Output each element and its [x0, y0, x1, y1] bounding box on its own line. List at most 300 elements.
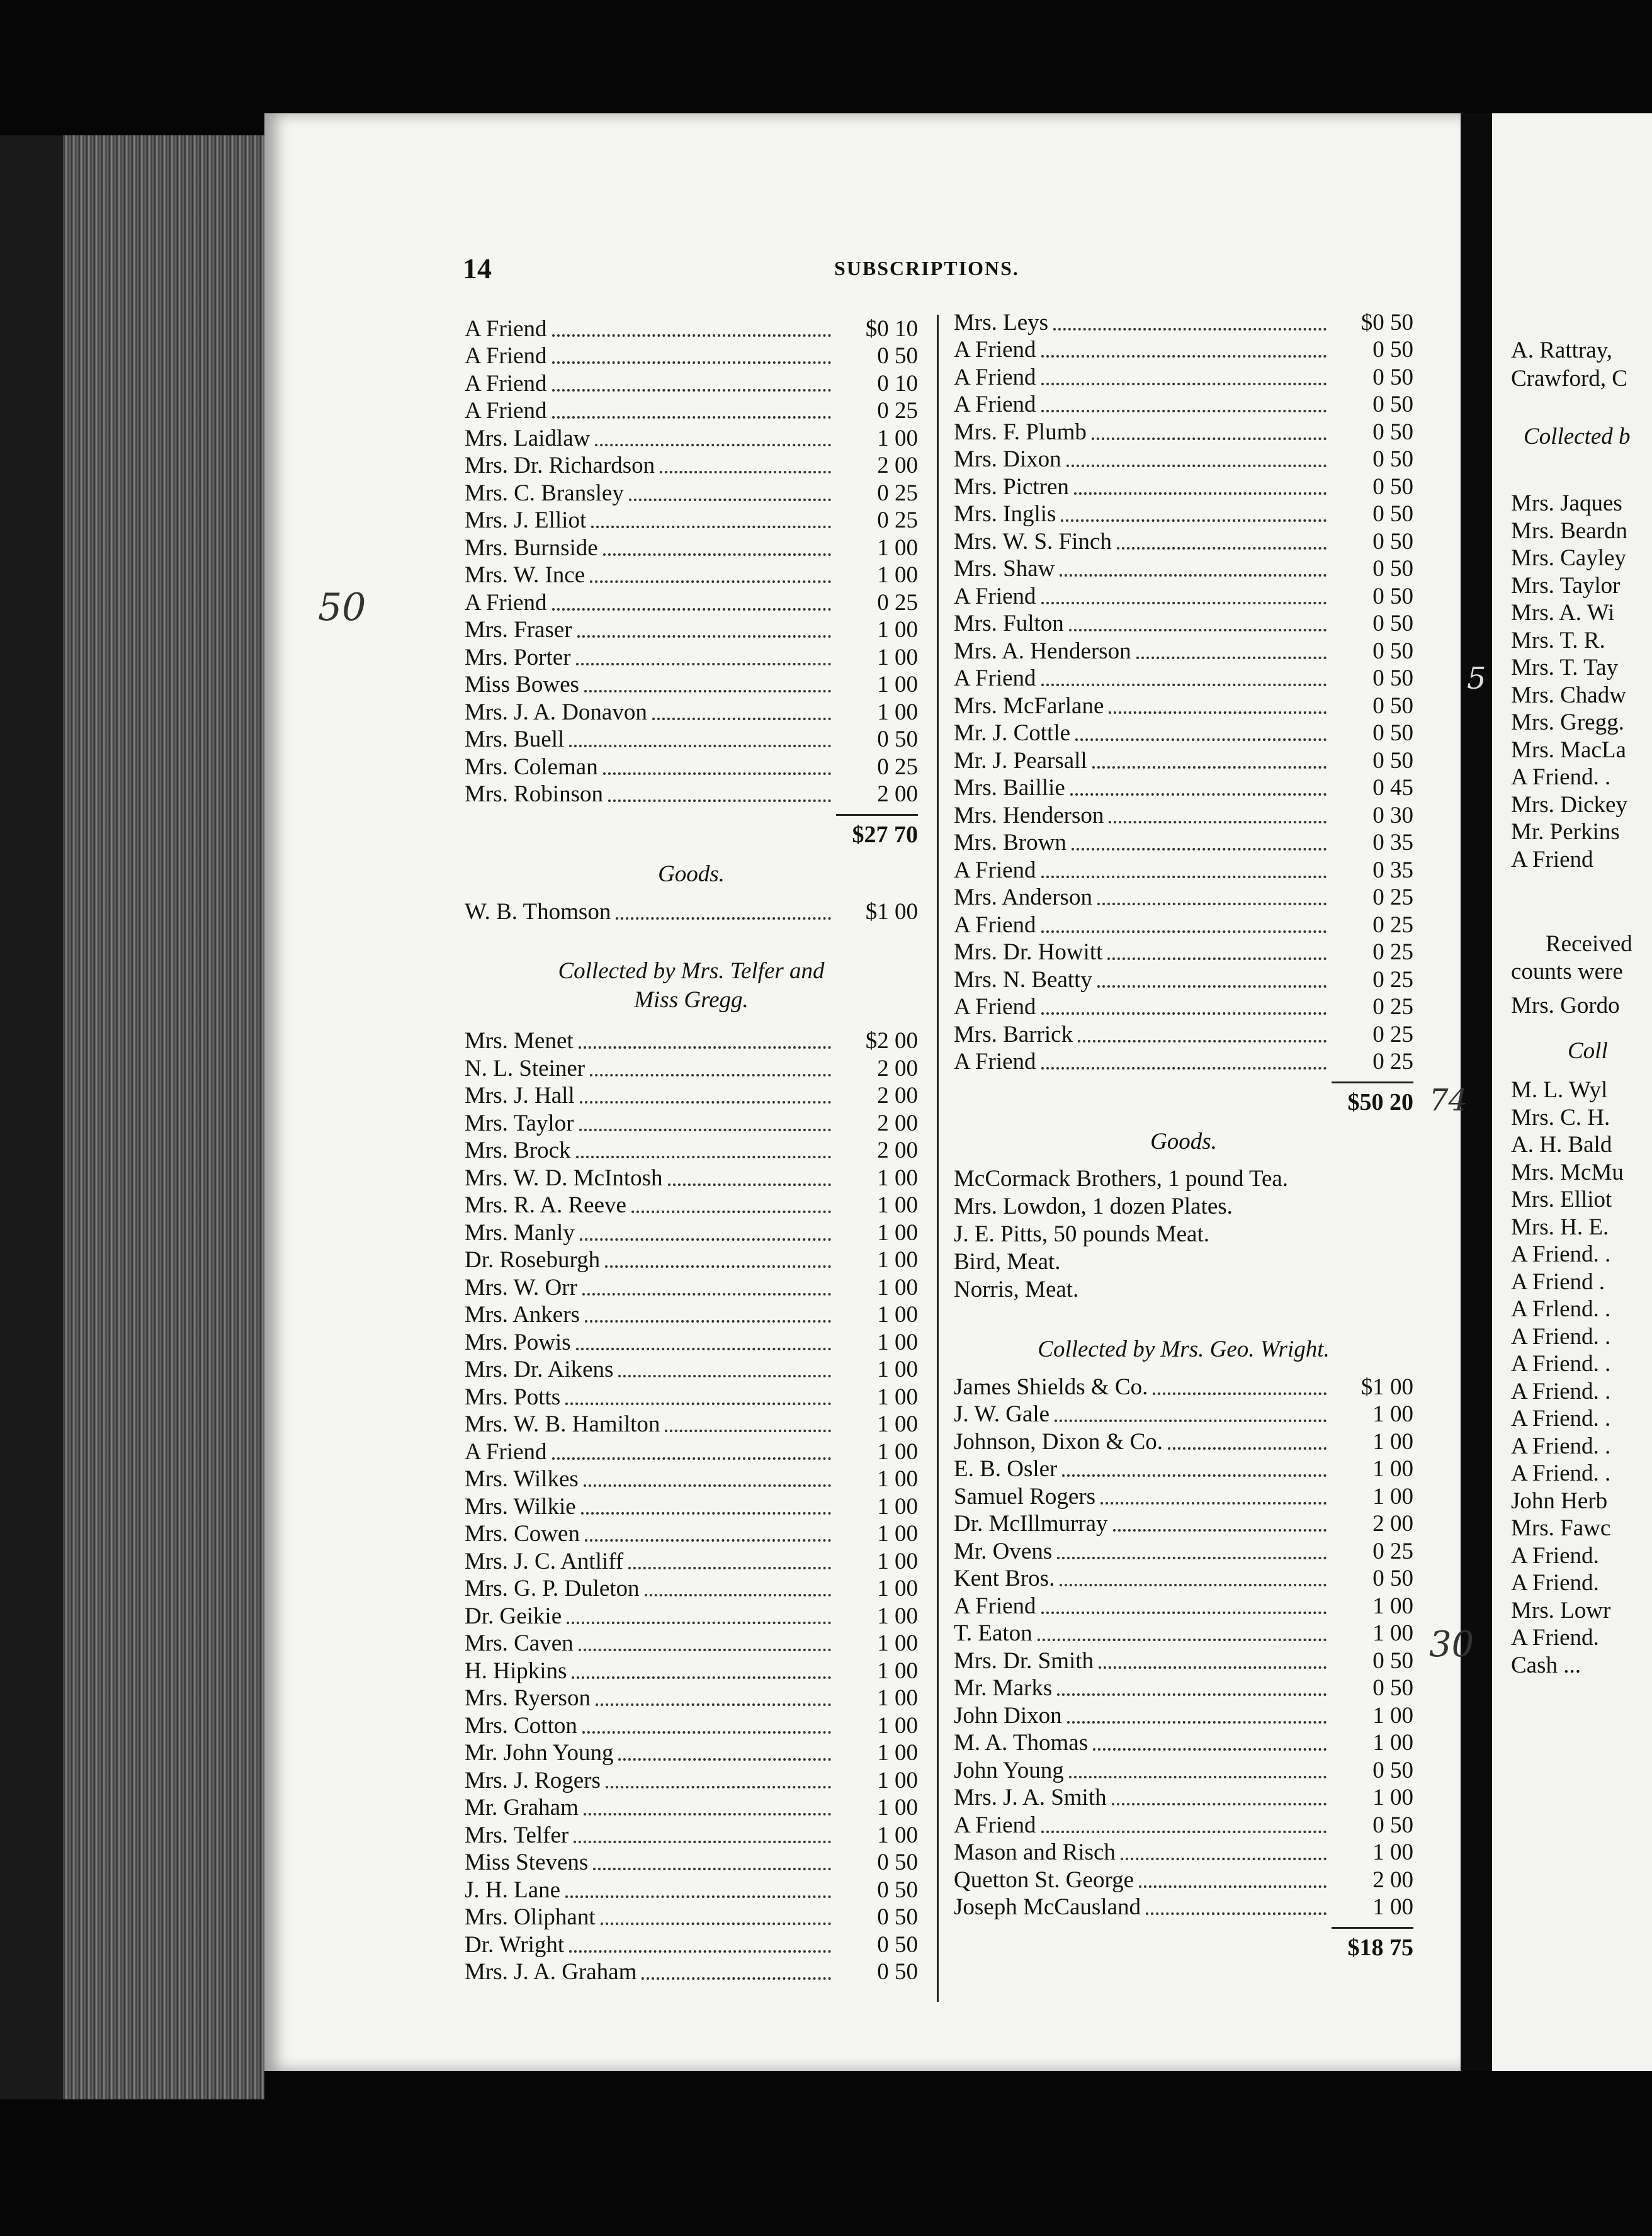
amount: 0 50 [1372, 473, 1413, 500]
next-page-name: A Friend. [1511, 1542, 1599, 1569]
leader-dots [1097, 985, 1327, 988]
amount: 1 00 [877, 534, 918, 561]
subscriber-name: Mrs. Dr. Aikens [465, 1357, 614, 1382]
next-page-name: Mrs. C. H. [1511, 1104, 1610, 1131]
subscriber-name: Mrs. J. Rogers [465, 1767, 601, 1793]
subscriber-name: Mrs. Ankers [465, 1302, 580, 1328]
subscriber-name: Dr. McIllmurray [954, 1511, 1108, 1537]
leader-dots [1041, 410, 1327, 412]
amount: 1 00 [877, 1247, 918, 1273]
subscriber-name: Mrs. Laidlaw [465, 425, 591, 451]
next-page-name: A Friend [1511, 846, 1593, 872]
next-page-name: Mr. Perkins [1511, 819, 1620, 845]
amount: 0 25 [1372, 994, 1413, 1020]
amount: 0 25 [1372, 939, 1413, 965]
next-page-name: Mrs. H. E. [1511, 1214, 1609, 1240]
subscription-row [465, 1958, 918, 1986]
next-page-name: Mrs. Elliot [1511, 1187, 1612, 1212]
leader-dots [576, 663, 831, 665]
handwritten-note: 74 [1429, 1083, 1468, 1118]
subscription-row [954, 911, 1413, 939]
subscription-row [954, 884, 1413, 912]
subscription-row [465, 1027, 918, 1055]
subscriber-name: Mrs. R. A. Reeve [465, 1192, 626, 1218]
amount: 0 50 [1372, 1812, 1413, 1838]
leader-dots [1041, 1067, 1327, 1070]
leader-dots [616, 917, 831, 920]
next-page-name: A. H. Bald [1511, 1132, 1612, 1158]
subscription-row [465, 507, 918, 534]
subscription-row [954, 1647, 1413, 1674]
subscription-row [954, 692, 1413, 720]
leader-dots [552, 334, 831, 337]
goods-item: J. E. Pitts, 50 pounds Meat. [954, 1221, 1209, 1247]
amount: 0 50 [1372, 392, 1413, 417]
amount: 1 00 [877, 1384, 918, 1410]
leader-dots [1066, 465, 1327, 467]
amount: 1 00 [877, 1795, 918, 1821]
amount: 0 50 [1372, 747, 1413, 774]
next-page-name: Mrs. Fawc [1511, 1515, 1611, 1541]
amount: 1 00 [877, 1438, 918, 1465]
amount: 0 50 [1372, 665, 1413, 691]
subscription-row [465, 1465, 918, 1493]
amount: 1 00 [877, 1165, 918, 1191]
leader-dots [1062, 1474, 1327, 1477]
subscription-row [954, 582, 1413, 610]
subscription-row [465, 1082, 918, 1110]
leader-dots [1093, 1748, 1327, 1751]
subscriber-name: J. W. Gale [954, 1401, 1050, 1427]
subscription-row [465, 1164, 918, 1192]
subscription-row [465, 1273, 918, 1301]
subscription-row [465, 1575, 918, 1603]
amount: 0 25 [877, 398, 918, 424]
subscriber-name: A Friend [954, 1812, 1036, 1838]
subscriber-name: Mrs. J. C. Antliff [465, 1548, 624, 1574]
subscriber-name: A Friend [465, 315, 547, 342]
leader-dots [1078, 1040, 1327, 1042]
next-page-line: counts were [1511, 959, 1623, 985]
subscription-row [465, 315, 918, 342]
next-page-name: Mrs. MacLa [1511, 737, 1626, 763]
leader-dots [595, 444, 831, 446]
leader-dots [552, 608, 831, 611]
goods-list [954, 1165, 1413, 1304]
subscriber-name: Mrs. Telfer [465, 1822, 569, 1848]
subscriber-name: A Friend [954, 583, 1036, 609]
leader-dots [1041, 930, 1327, 933]
amount: 1 00 [877, 1767, 918, 1793]
leader-dots [1061, 519, 1327, 522]
subscription-row [465, 589, 918, 616]
subscriber-name: A Friend [954, 364, 1036, 390]
subscriber-name: Dr. Roseburgh [465, 1247, 601, 1273]
leader-dots [1121, 1858, 1327, 1860]
leader-dots [590, 1074, 831, 1076]
collected-heading [465, 957, 918, 1015]
amount: 1 00 [877, 644, 918, 670]
column-left [465, 315, 918, 1985]
subscription-row [954, 500, 1413, 528]
subtotal: $27 70 [852, 822, 918, 848]
subscription-row [465, 753, 918, 781]
subscriber-name: H. Hipkins [465, 1657, 567, 1684]
subscription-row [465, 1383, 918, 1411]
subscription-row [465, 1876, 918, 1904]
subscriber-name: M. A. Thomas [954, 1730, 1089, 1756]
leader-dots [1041, 602, 1327, 604]
subscriber-name: Mrs. Barrick [954, 1021, 1073, 1047]
leader-dots [1041, 876, 1327, 878]
subscriber-name: Mrs. Menet [465, 1028, 574, 1054]
subscriber-name: A Friend [954, 857, 1036, 883]
subscription-row [954, 966, 1413, 993]
next-page-name: Mrs. Cayley [1511, 545, 1626, 571]
collected-heading-line-1: Collected by Mrs. Telfer and [558, 957, 825, 984]
leader-dots [1109, 821, 1327, 823]
amount: 0 25 [877, 754, 918, 780]
leader-dots [580, 1101, 831, 1104]
amount: 1 00 [877, 1603, 918, 1629]
subscriber-name: Mr. J. Pearsall [954, 747, 1087, 774]
leader-dots [1053, 328, 1327, 330]
subscriber-name: Mrs. Baillie [954, 775, 1065, 801]
subscriber-name: Quetton St. George [954, 1866, 1134, 1893]
leader-dots [1055, 1420, 1327, 1422]
amount: 1 00 [877, 1657, 918, 1684]
subscription-row [465, 643, 918, 671]
page-header [463, 252, 1426, 290]
amount: 0 50 [1372, 556, 1413, 582]
amount: 0 50 [1372, 611, 1413, 636]
subscription-row [465, 370, 918, 397]
next-page-line: Crawford, C [1511, 366, 1627, 392]
goods-item: Mrs. Lowdon, 1 dozen Plates. [954, 1194, 1233, 1219]
column-right [954, 308, 1413, 1967]
leader-dots [1153, 1392, 1327, 1395]
subscriber-name: Mrs. Pictren [954, 473, 1069, 500]
subscriber-name: Mr. John Young [465, 1740, 614, 1766]
leader-dots [1092, 766, 1327, 769]
amount: 1 00 [877, 1219, 918, 1246]
amount: 0 25 [1372, 966, 1413, 993]
leader-dots [665, 1430, 831, 1432]
subscriber-name: Mrs. F. Plumb [954, 419, 1087, 445]
amount: 1 00 [877, 1630, 918, 1656]
next-page-name: A Friend. . [1511, 764, 1611, 790]
leader-dots [1117, 547, 1327, 550]
subscription-row [465, 1328, 918, 1356]
subscription-row [465, 452, 918, 480]
amount: 1 00 [1372, 1593, 1413, 1619]
amount: 1 00 [877, 425, 918, 451]
subscriber-name: Mrs. Fraser [465, 617, 572, 643]
amount: 0 50 [1372, 528, 1413, 555]
subscriber-name: Mrs. Burnside [465, 534, 598, 561]
subscription-row [954, 801, 1413, 829]
amount: $2 00 [865, 1028, 918, 1054]
next-page-name: Mrs. Gregg. [1511, 709, 1624, 735]
amount: 0 10 [877, 370, 918, 397]
subscriber-name: J. H. Lane [465, 1877, 561, 1903]
next-page-name: Mrs. Taylor [1511, 572, 1621, 599]
amount: 0 25 [1372, 912, 1413, 938]
subscription-row [954, 336, 1413, 364]
subscriber-name: Miss Stevens [465, 1849, 589, 1875]
subscriber-name: Samuel Rogers [954, 1483, 1096, 1510]
leader-dots [579, 1129, 832, 1131]
next-page-line: A. Rattray, [1511, 337, 1612, 363]
amount: 0 50 [877, 1877, 918, 1903]
leader-dots [565, 1403, 831, 1405]
leader-dots [1092, 438, 1327, 440]
leader-dots [660, 471, 831, 473]
amount: 0 25 [1372, 1049, 1413, 1075]
amount: 0 50 [1372, 364, 1413, 390]
subscriber-name: Mrs. W. B. Hamilton [465, 1411, 660, 1437]
amount: 0 50 [1372, 1757, 1413, 1783]
subscription-list-4 [954, 1373, 1413, 1921]
subscriber-name: Mrs. Cowen [465, 1521, 580, 1547]
next-page-name: A Friend. . [1511, 1406, 1611, 1431]
leader-dots [579, 1649, 831, 1651]
subscription-row [465, 1794, 918, 1822]
leader-dots [552, 416, 831, 419]
subscriber-name: T. Eaton [954, 1620, 1032, 1646]
leader-dots [580, 1238, 831, 1241]
amount: 1 00 [877, 1521, 918, 1547]
subscriber-name: Mr. J. Cottle [954, 720, 1071, 746]
leader-dots [1072, 848, 1327, 850]
subscription-row [954, 610, 1413, 638]
leader-dots [572, 1676, 831, 1679]
subscriber-name: Mr. Graham [465, 1795, 579, 1821]
leader-dots [1075, 738, 1327, 741]
amount: 1 00 [1372, 1483, 1413, 1510]
subscriber-name: Mrs. Potts [465, 1384, 561, 1410]
subscription-row [954, 939, 1413, 966]
subscriber-name: Mrs. Dixon [954, 446, 1061, 472]
subscriber-name: Joseph McCausland [954, 1894, 1141, 1920]
amount: 0 50 [877, 1904, 918, 1930]
subscription-row [954, 1537, 1413, 1565]
subscription-row [954, 829, 1413, 857]
leader-dots [1136, 657, 1327, 659]
subscription-row [465, 898, 918, 925]
subscription-row [465, 1301, 918, 1329]
subscriber-name: Mrs. Anderson [954, 884, 1092, 910]
leader-dots [591, 526, 831, 528]
subscription-row [465, 1054, 918, 1082]
amount: 1 00 [877, 1357, 918, 1382]
subscriber-name: Mrs. C. Bransley [465, 480, 624, 506]
subscription-row [954, 1428, 1413, 1455]
amount: 1 00 [1372, 1428, 1413, 1455]
amount: 0 25 [877, 507, 918, 533]
subscriber-name: John Young [954, 1757, 1064, 1783]
leader-dots [569, 745, 831, 747]
leader-dots [1168, 1447, 1327, 1450]
next-page-name: M. L. Wyl [1511, 1077, 1608, 1103]
leader-dots [652, 718, 831, 720]
subscription-row [465, 726, 918, 754]
book-edge-shadow [0, 135, 63, 2099]
amount: 1 00 [877, 1740, 918, 1766]
leader-dots [576, 1348, 831, 1350]
subscription-row [954, 1455, 1413, 1483]
amount: $0 10 [865, 315, 918, 342]
subscriber-name: Mrs. Shaw [954, 556, 1055, 582]
subtotal: $50 20 [1347, 1089, 1413, 1115]
subscription-row [954, 1756, 1413, 1784]
subscription-row [465, 671, 918, 699]
subscriber-name: A Friend [465, 370, 547, 397]
subscriber-name: Mrs. McFarlane [954, 692, 1104, 719]
amount: 0 50 [1372, 692, 1413, 719]
subscriber-name: John Dixon [954, 1702, 1062, 1729]
leader-dots [565, 1895, 831, 1898]
amount: 0 50 [877, 1931, 918, 1958]
subscription-row [954, 363, 1413, 391]
subscriber-name: Mrs. W. S. Finch [954, 528, 1112, 555]
next-page-line: Received [1546, 931, 1632, 957]
leader-dots [584, 1813, 831, 1815]
goods-heading: Goods. [1150, 1129, 1217, 1155]
subscription-row [465, 1849, 918, 1877]
next-page-name: A Friend. . [1511, 1378, 1611, 1404]
subscription-row [954, 637, 1413, 665]
amount: 1 00 [1372, 1456, 1413, 1482]
subscriber-name: E. B. Osler [954, 1456, 1058, 1482]
amount: 2 00 [877, 1055, 918, 1081]
subscription-row [954, 1510, 1413, 1538]
leader-dots [1069, 1776, 1327, 1778]
subscriber-name: A Friend [954, 1049, 1036, 1075]
leader-dots [1069, 629, 1327, 631]
handwritten-note: 50 [318, 585, 366, 630]
amount: 0 35 [1372, 857, 1413, 883]
leader-dots [1057, 1557, 1327, 1559]
leader-dots [1112, 1803, 1327, 1805]
amount: 1 00 [877, 1576, 918, 1601]
leader-dots [1099, 1666, 1327, 1669]
amount: 0 45 [1372, 775, 1413, 801]
amount: 1 00 [877, 699, 918, 725]
next-page-name: Mrs. Dickey [1511, 791, 1627, 818]
leader-dots [642, 1977, 831, 1980]
next-page-name: John Herb [1511, 1488, 1608, 1514]
subscriber-name: Mr. Marks [954, 1675, 1053, 1701]
next-page-line: Mrs. Gordo [1511, 993, 1620, 1019]
leader-dots [584, 690, 831, 692]
subscription-row [465, 397, 918, 425]
leader-dots [1041, 1612, 1327, 1614]
subscription-row [954, 665, 1413, 692]
leader-dots [1038, 1639, 1327, 1641]
leader-dots [1074, 492, 1327, 495]
amount: 2 00 [1372, 1866, 1413, 1893]
next-page-name: A Friend. . [1511, 1460, 1611, 1486]
subscription-list-1 [465, 315, 918, 808]
subscriber-name: Mrs. W. Orr [465, 1274, 577, 1301]
subscription-row [465, 1438, 918, 1465]
amount: 2 00 [877, 1138, 918, 1163]
amount: 0 25 [1372, 1538, 1413, 1564]
amount: 1 00 [877, 1493, 918, 1520]
page-number: 14 [463, 252, 492, 285]
subscription-row [954, 446, 1413, 473]
amount: 1 00 [1372, 1785, 1413, 1810]
subscriber-name: Mrs. Porter [465, 644, 571, 670]
subscriber-name: Mrs. Inglis [954, 501, 1056, 527]
next-page-name: A Friend . [1511, 1268, 1605, 1295]
leader-dots [1041, 383, 1327, 385]
subscription-row [465, 1630, 918, 1657]
leader-dots [1057, 1693, 1327, 1696]
subscriber-name: A Friend [954, 665, 1036, 691]
amount: 1 00 [1372, 1839, 1413, 1865]
subscription-row [465, 1411, 918, 1438]
subscription-row [465, 1657, 918, 1685]
leader-dots [585, 1320, 831, 1323]
subscription-row [465, 1246, 918, 1274]
subscriber-name: Mrs. J. Hall [465, 1083, 575, 1109]
subscription-row [954, 993, 1413, 1021]
subscriber-name: Mrs. Taylor [465, 1110, 574, 1136]
leader-dots [552, 1457, 831, 1460]
subscription-row [954, 1784, 1413, 1812]
amount: 0 50 [1372, 720, 1413, 746]
subscription-row [954, 1565, 1413, 1593]
amount: 2 00 [877, 1083, 918, 1109]
subscriber-name: Mrs. Brown [954, 830, 1066, 855]
amount: 2 00 [877, 453, 918, 478]
amount: 0 50 [1372, 638, 1413, 664]
leader-dots [574, 1841, 831, 1843]
amount: 1 00 [1372, 1702, 1413, 1729]
goods-list [465, 898, 918, 925]
next-page-name: A Friend. [1511, 1625, 1599, 1651]
leader-dots [576, 1156, 831, 1158]
amount: 1 00 [877, 1329, 918, 1355]
amount: 2 00 [877, 781, 918, 807]
subscriber-name: Mrs. Ryerson [465, 1685, 591, 1711]
subscriber-name: James Shields & Co. [954, 1374, 1148, 1400]
subscription-row [465, 1356, 918, 1384]
subscriber-name: W. B. Thomson [465, 898, 611, 925]
amount: 0 25 [1372, 1021, 1413, 1047]
subscription-row [465, 534, 918, 562]
amount: 0 50 [1372, 419, 1413, 445]
leader-dots [1070, 793, 1327, 796]
subscription-row [954, 1020, 1413, 1048]
subscriber-name: Mrs. J. Elliot [465, 507, 587, 533]
leader-dots [1109, 711, 1327, 714]
subscriber-name: Mrs. Buell [465, 726, 565, 752]
subscriber-name: A Friend [465, 589, 547, 616]
leader-dots [1100, 1502, 1327, 1505]
amount: 1 00 [877, 1548, 918, 1574]
subscriber-name: A Friend [465, 1438, 547, 1465]
subscriber-name: Dr. Geikie [465, 1603, 562, 1629]
amount: 1 00 [877, 1685, 918, 1711]
subscription-row [954, 418, 1413, 446]
leader-dots [1041, 1012, 1327, 1015]
leader-dots [1041, 1831, 1327, 1833]
subscriber-name: A Friend [954, 392, 1036, 417]
subscription-row [954, 308, 1413, 336]
